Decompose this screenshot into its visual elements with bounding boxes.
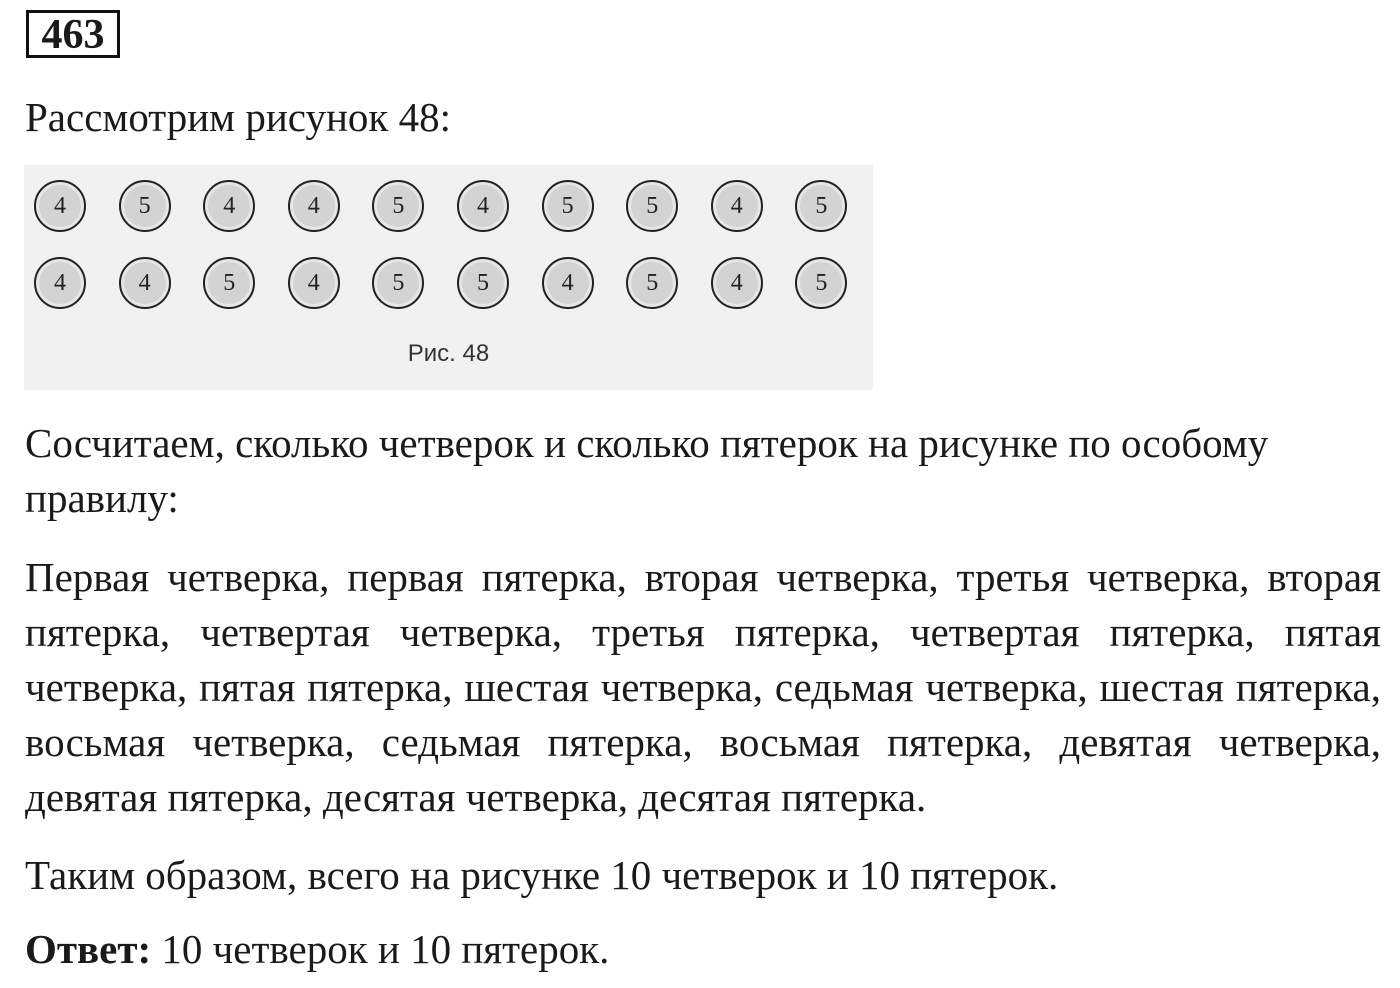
figure-caption-text: Рис. 48 — [407, 340, 490, 367]
coin-row-1-6: 4 — [457, 180, 509, 232]
figure-48 — [24, 165, 873, 390]
summary-text: Таким образом, всего на рисунке 10 четверок и 10 пятерок. — [25, 852, 1059, 898]
coin-row-2-1: 4 — [34, 257, 86, 309]
coin-row-2-3: 5 — [203, 257, 255, 309]
coin-row-2-10: 5 — [795, 257, 847, 309]
coin-row-2-2: 4 — [119, 257, 171, 309]
answer-line — [25, 922, 609, 977]
problem-number: 463 — [26, 10, 120, 58]
coin-row-2-4: 4 — [288, 257, 340, 309]
intro-text: Рассмотрим рисунок 48: — [25, 94, 451, 140]
coin-row-1-5: 5 — [372, 180, 424, 232]
answer-text: 10 четверок и 10 пятерок. — [151, 926, 610, 972]
coin-row-1-2: 5 — [119, 180, 171, 232]
coin-row-1-3: 4 — [203, 180, 255, 232]
coin-row-1-7: 5 — [542, 180, 594, 232]
coin-row-2-5: 5 — [372, 257, 424, 309]
figure-caption — [24, 340, 873, 368]
coin-row-1-8: 5 — [626, 180, 678, 232]
coin-row-2-6: 5 — [457, 257, 509, 309]
coin-row-1-9: 4 — [711, 180, 763, 232]
coin-row-2-8: 5 — [626, 257, 678, 309]
coin-row-1-10: 5 — [795, 180, 847, 232]
count-intro-text: Сосчитаем, сколько четверок и сколько пятерок на рисунке по особому правилу: — [25, 420, 1269, 521]
answer-label: Ответ: — [25, 926, 152, 972]
sequence-text: Первая четверка, первая пятерка, вторая четверка, третья четверка, вторая пятерка, четвертая четверка, третья пятерка, четвертая пятерка, пятая четверка, пятая пятерка, шестая четверка, седьмая четверка, шестая пятерка, восьмая четверка, седьмая пятерка, восьмая пятерка, девятая четверка, девятая пятерка, десятая четверка, десятая пятерка. — [25, 554, 1381, 820]
coin-row-1-1: 4 — [34, 180, 86, 232]
coin-row-1-4: 4 — [288, 180, 340, 232]
coin-row-2-7: 4 — [542, 257, 594, 309]
coin-row-2-9: 4 — [711, 257, 763, 309]
